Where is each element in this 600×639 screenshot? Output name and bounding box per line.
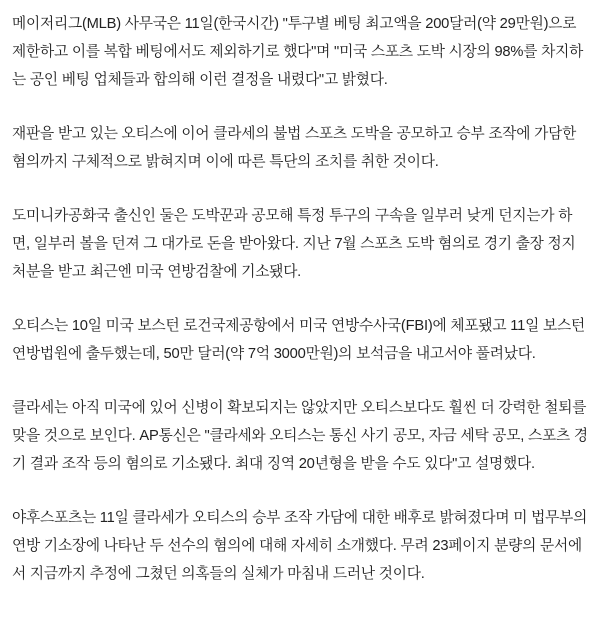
- article-paragraph: 오티스는 10일 미국 보스턴 로건국제공항에서 미국 연방수사국(FBI)에 체포됐고 11일 보스턴 연방법원에 출두했는데, 50만 달러(약 7억 3000만원)의 보석금을 내고서야 풀려났다.: [12, 318, 585, 362]
- article-paragraph: 야후스포츠는 11일 클라세가 오티스의 승부 조작 가담에 대한 배후로 밝혀졌다며 미 법무부의 연방 기소장에 나타난 두 선수의 혐의에 대해 자세히 소개했다. 무려 23페이지 분량의 문서에서 지금까지 추정에 그쳤던 의혹들의 실체가 마침내 드러난 것이다.: [12, 510, 588, 582]
- article-paragraph: 도미니카공화국 출신인 둘은 도박꾼과 공모해 특정 투구의 구속을 일부러 낮게 던지는가 하면, 일부러 볼을 던져 그 대가로 돈을 받아왔다. 지난 7월 스포츠 도박 혐의로 경기 출장 정지 처분을 받고 최근엔 미국 연방검찰에 기소됐다.: [12, 208, 576, 280]
- article-paragraph: 재판을 받고 있는 오티스에 이어 클라세의 불법 스포츠 도박을 공모하고 승부 조작에 가담한 혐의까지 구체적으로 밝혀지며 이에 따른 특단의 조치를 취한 것이다.: [12, 126, 577, 170]
- article-paragraph: 메이저리그(MLB) 사무국은 11일(한국시간) "투구별 베팅 최고액을 200달러(약 29만원)으로 제한하고 이를 복합 베팅에서도 제외하기로 했다"며 "미국 스포츠 도박 시장의 98%를 차지하는 공인 베팅 업체들과 합의해 이런 결정을 내렸다"고 밝혔다.: [12, 16, 584, 88]
- article-paragraph: 클라세는 아직 미국에 있어 신병이 확보되지는 않았지만 오티스보다도 훨씬 더 강력한 철퇴를 맞을 것으로 보인다. AP통신은 "클라세와 오티스는 통신 사기 공모, 자금 세탁 공모, 스포츠 경기 결과 조작 등의 혐의로 기소됐다. 최대 징역 20년형을 받을 수도 있다"고 설명했다.: [12, 400, 588, 472]
